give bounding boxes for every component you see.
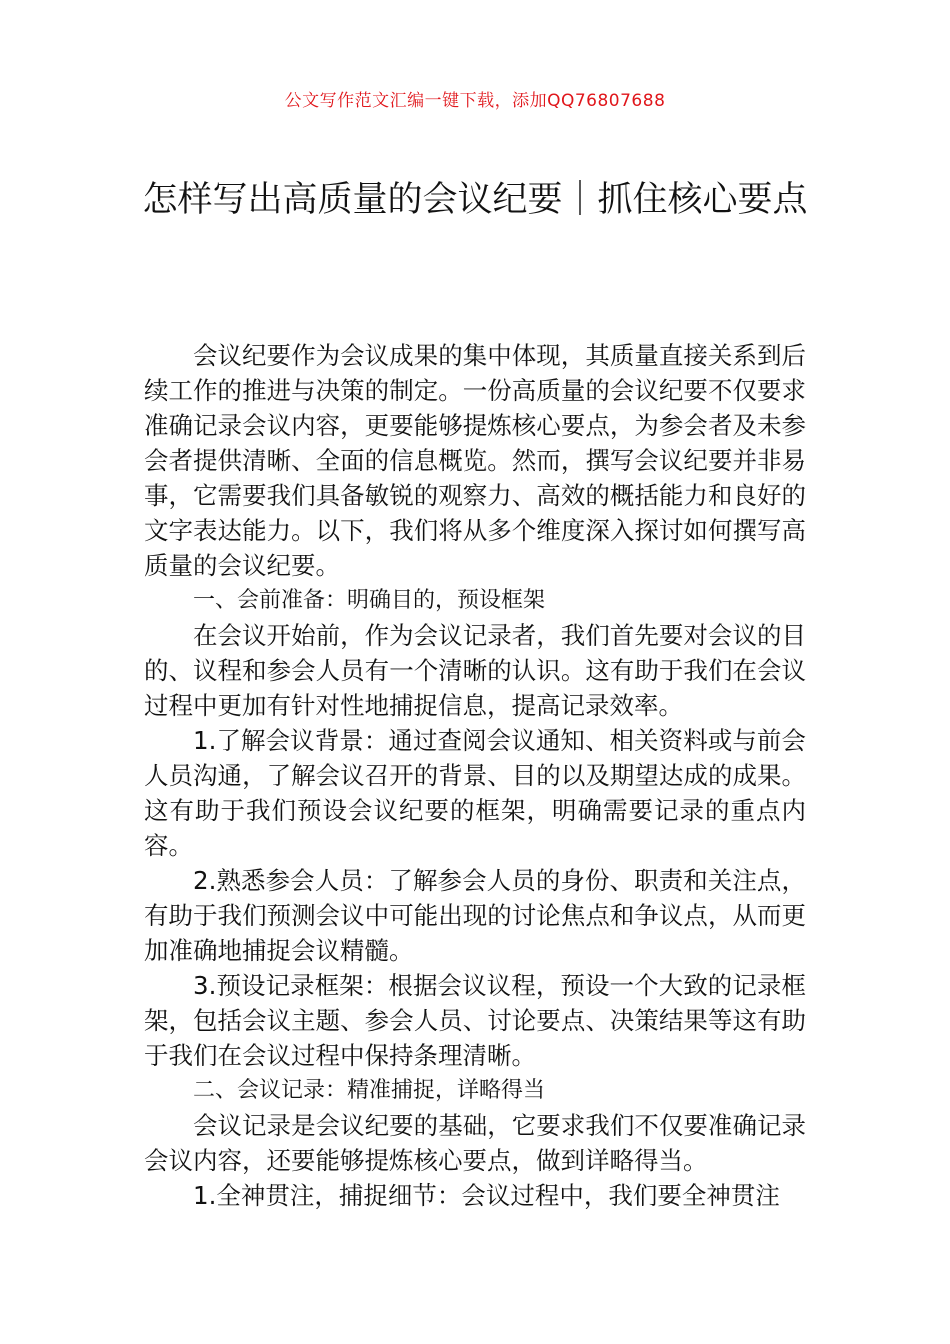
document-body [144, 338, 806, 1213]
paragraph: 在会议开始前，作为会议记录者，我们首先要对会议的目的、议程和参会人员有一个清晰的认识。这有助于我们在会议过程中更加有针对性地捕捉信息，提高记录效率。 [144, 621, 806, 720]
document-title: 怎样写出高质量的会议纪要｜抓住核心要点 [142, 180, 808, 220]
list-item: 1.了解会议背景：通过查阅会议通知、相关资料或与前会人员沟通，了解会议召开的背景、目的以及期望达成的成果。这有助于我们预设会议纪要的框架，明确需要记录的重点内容。 [144, 726, 806, 860]
download-banner[interactable]: 公文写作范文汇编一键下载，添加QQ76807688 [284, 91, 666, 111]
paragraph: 会议记录是会议纪要的基础，它要求我们不仅要准确记录会议内容，还要能够提炼核心要点，做到详略得当。 [144, 1111, 806, 1175]
list-item: 2.熟悉参会人员：了解参会人员的身份、职责和关注点，有助于我们预测会议中可能出现的讨论焦点和争议点，从而更加准确地捕捉会议精髓。 [144, 866, 806, 965]
section-heading-1: 一、会前准备：明确目的，预设框架 [193, 588, 546, 613]
section-heading-2: 二、会议记录：精准捕捉，详略得当 [193, 1078, 546, 1103]
list-item: 3.预设记录框架：根据会议议程，预设一个大致的记录框架，包括会议主题、参会人员、讨论要点、决策结果等这有助于我们在会议过程中保持条理清晰。 [144, 971, 806, 1070]
list-item: 1.全神贯注，捕捉细节：会议过程中，我们要全神贯注 [193, 1181, 780, 1210]
paragraph-intro: 会议纪要作为会议成果的集中体现，其质量直接关系到后续工作的推进与决策的制定。一份高质量的会议纪要不仅要求准确记录会议内容，更要能够提炼核心要点，为参会者及未参会者提供清晰、全面的信息概览。然而，撰写会议纪要并非易事，它需要我们具备敏锐的观察力、高效的概括能力和良好的文字表达能力。以下，我们将从多个维度深入探讨如何撰写高质量的会议纪要。 [144, 341, 806, 580]
